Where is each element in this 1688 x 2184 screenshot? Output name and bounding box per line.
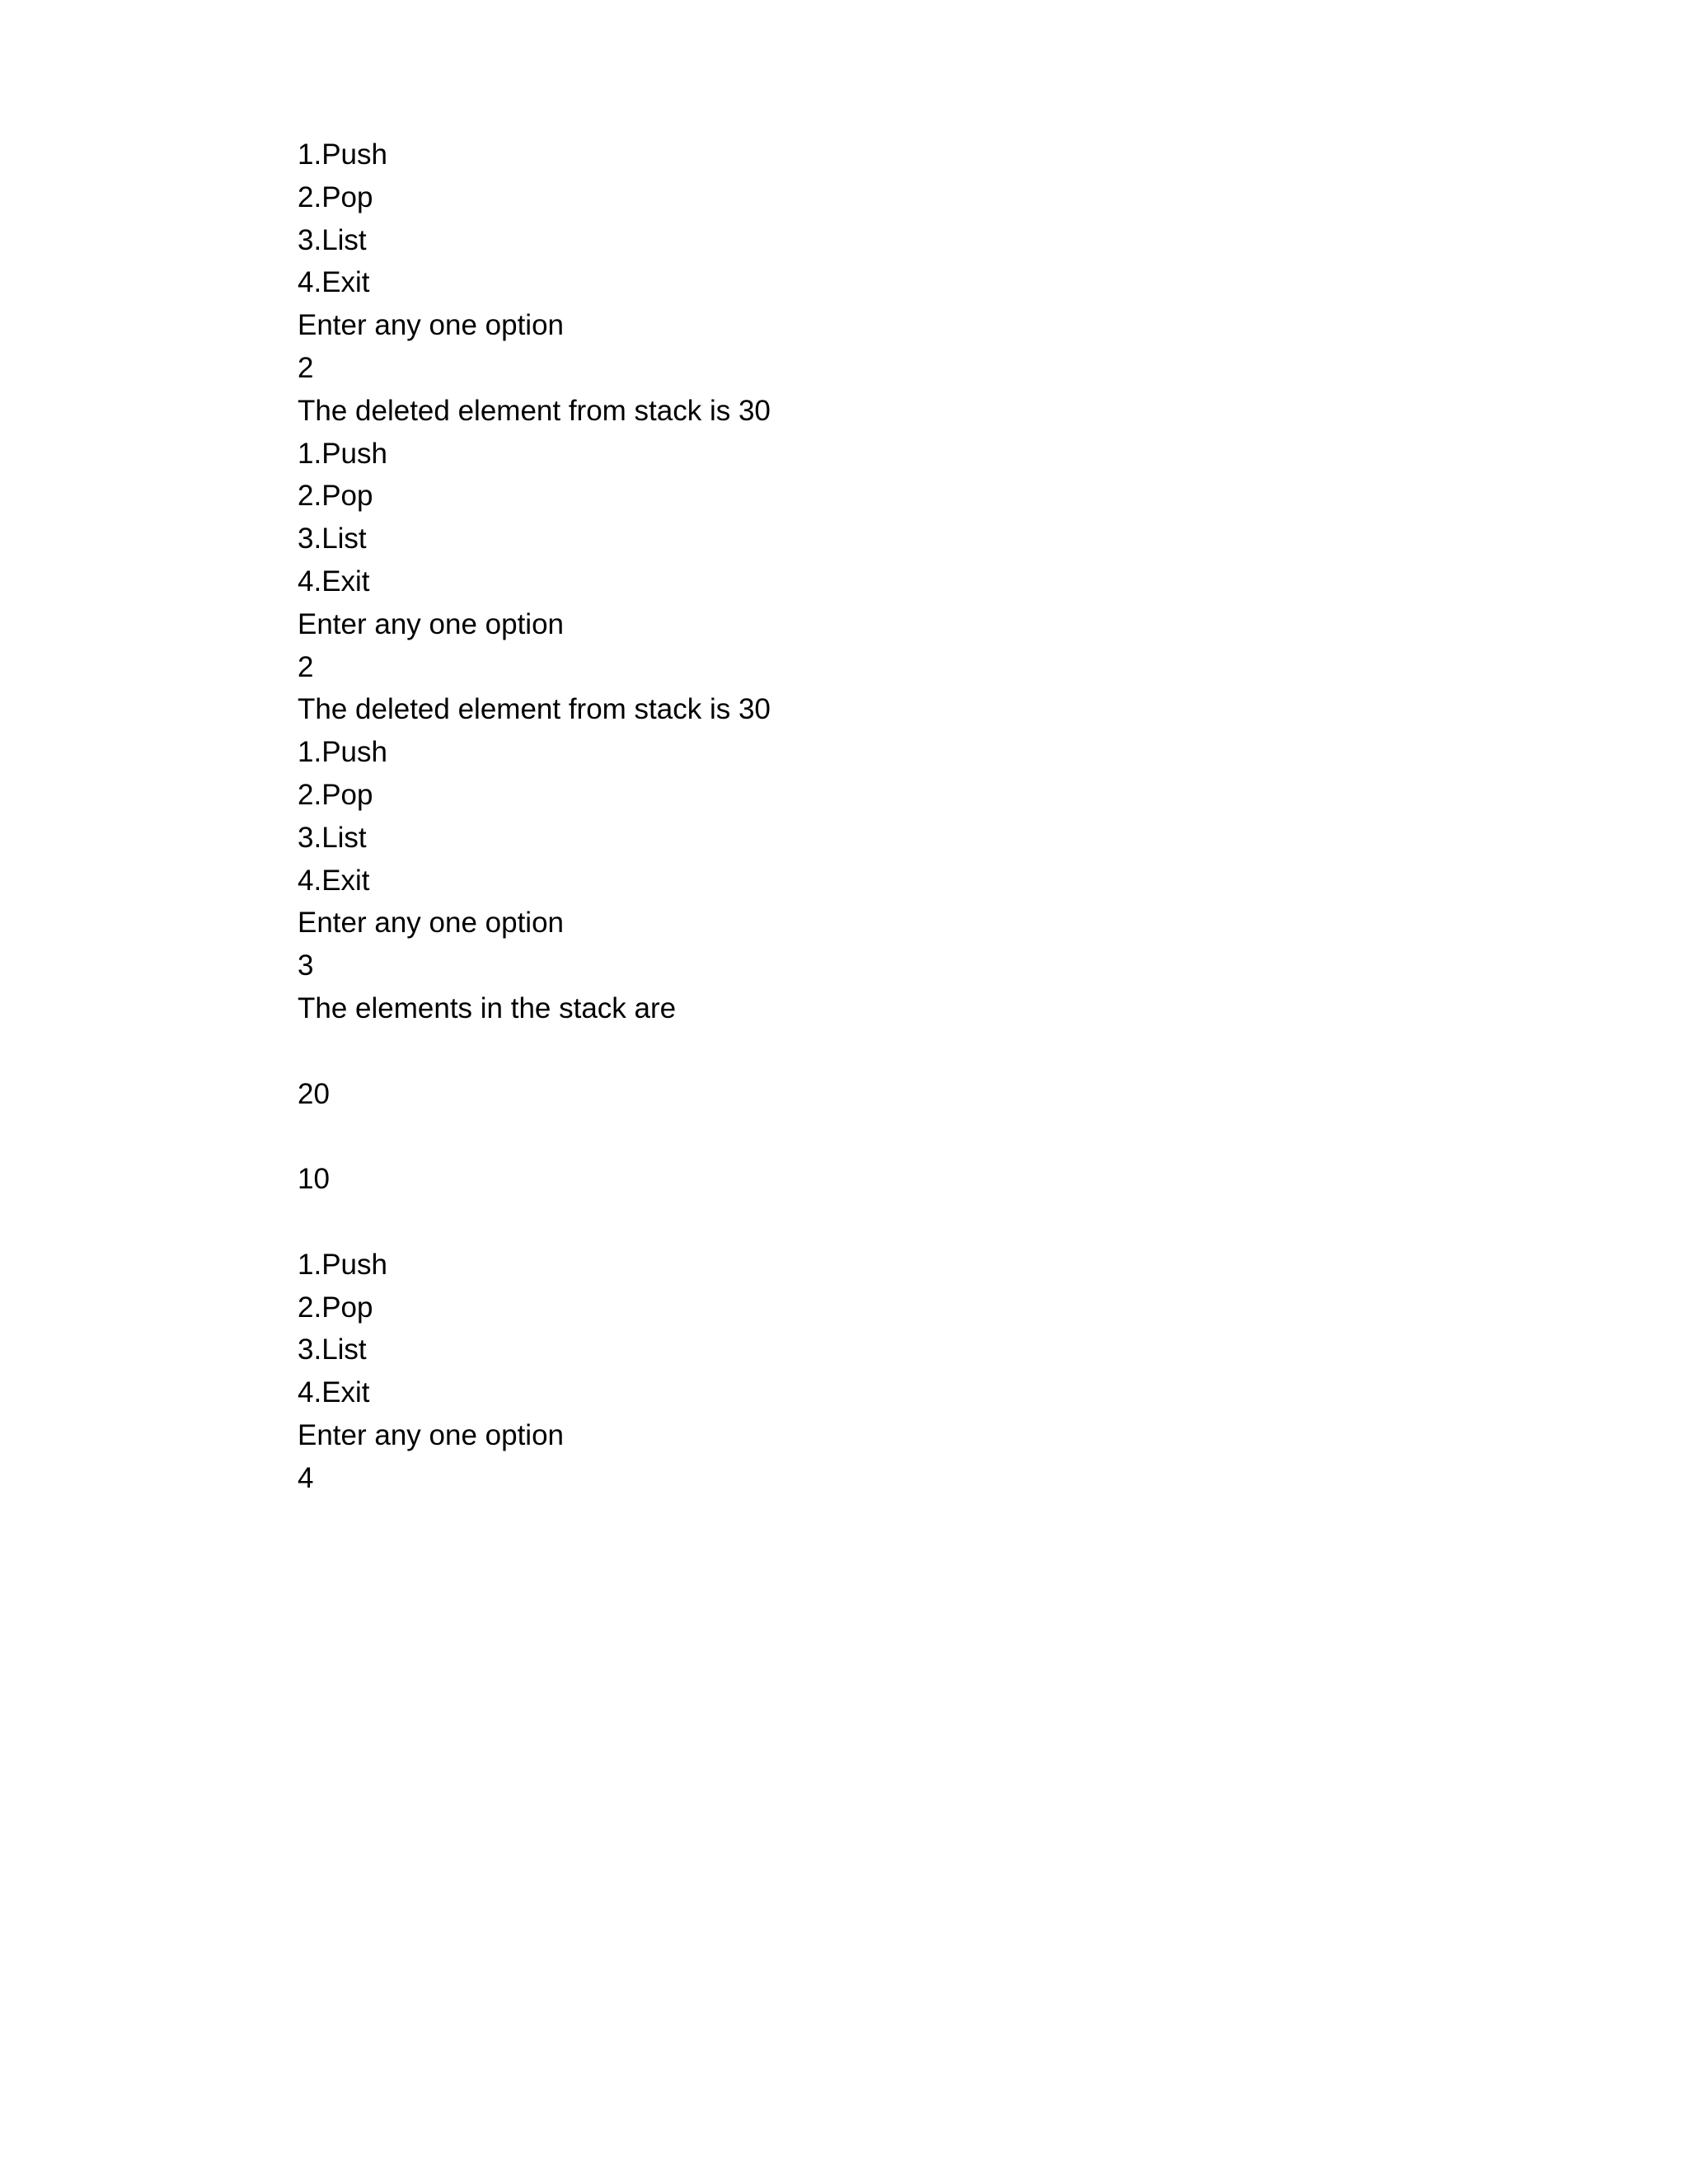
menu-option-push: 1.Push [298, 437, 387, 470]
blank-line [298, 1115, 1451, 1158]
menu-option-push: 1.Push [298, 1248, 387, 1281]
stack-element: 20 [298, 1077, 330, 1110]
option-prompt: Enter any one option [298, 607, 565, 640]
menu-option-pop: 2.Pop [298, 1291, 373, 1324]
menu-option-pop: 2.Pop [298, 778, 373, 811]
menu-option-exit: 4.Exit [298, 1376, 370, 1409]
user-input: 3 [298, 949, 314, 982]
menu-option-list: 3.List [298, 821, 367, 854]
menu-option-pop: 2.Pop [298, 180, 373, 213]
menu-option-exit: 4.Exit [298, 864, 370, 897]
stack-element: 10 [298, 1163, 330, 1196]
menu-option-list: 3.List [298, 1333, 367, 1366]
menu-option-push: 1.Push [298, 736, 387, 769]
menu-option-exit: 4.Exit [298, 266, 370, 299]
blank-line [298, 1201, 1451, 1244]
output-message: The deleted element from stack is 30 [298, 693, 771, 726]
menu-option-push: 1.Push [298, 138, 387, 171]
user-input: 2 [298, 650, 314, 683]
output-message: The deleted element from stack is 30 [298, 394, 771, 427]
blank-line [298, 1030, 1451, 1073]
menu-option-list: 3.List [298, 223, 367, 256]
user-input: 2 [298, 351, 314, 384]
option-prompt: Enter any one option [298, 907, 565, 940]
user-input: 4 [298, 1461, 314, 1494]
menu-option-pop: 2.Pop [298, 480, 373, 513]
program-output [298, 134, 1451, 1500]
menu-option-exit: 4.Exit [298, 565, 370, 598]
output-message: The elements in the stack are [298, 991, 677, 1024]
option-prompt: Enter any one option [298, 309, 565, 342]
option-prompt: Enter any one option [298, 1418, 565, 1451]
menu-option-list: 3.List [298, 523, 367, 555]
